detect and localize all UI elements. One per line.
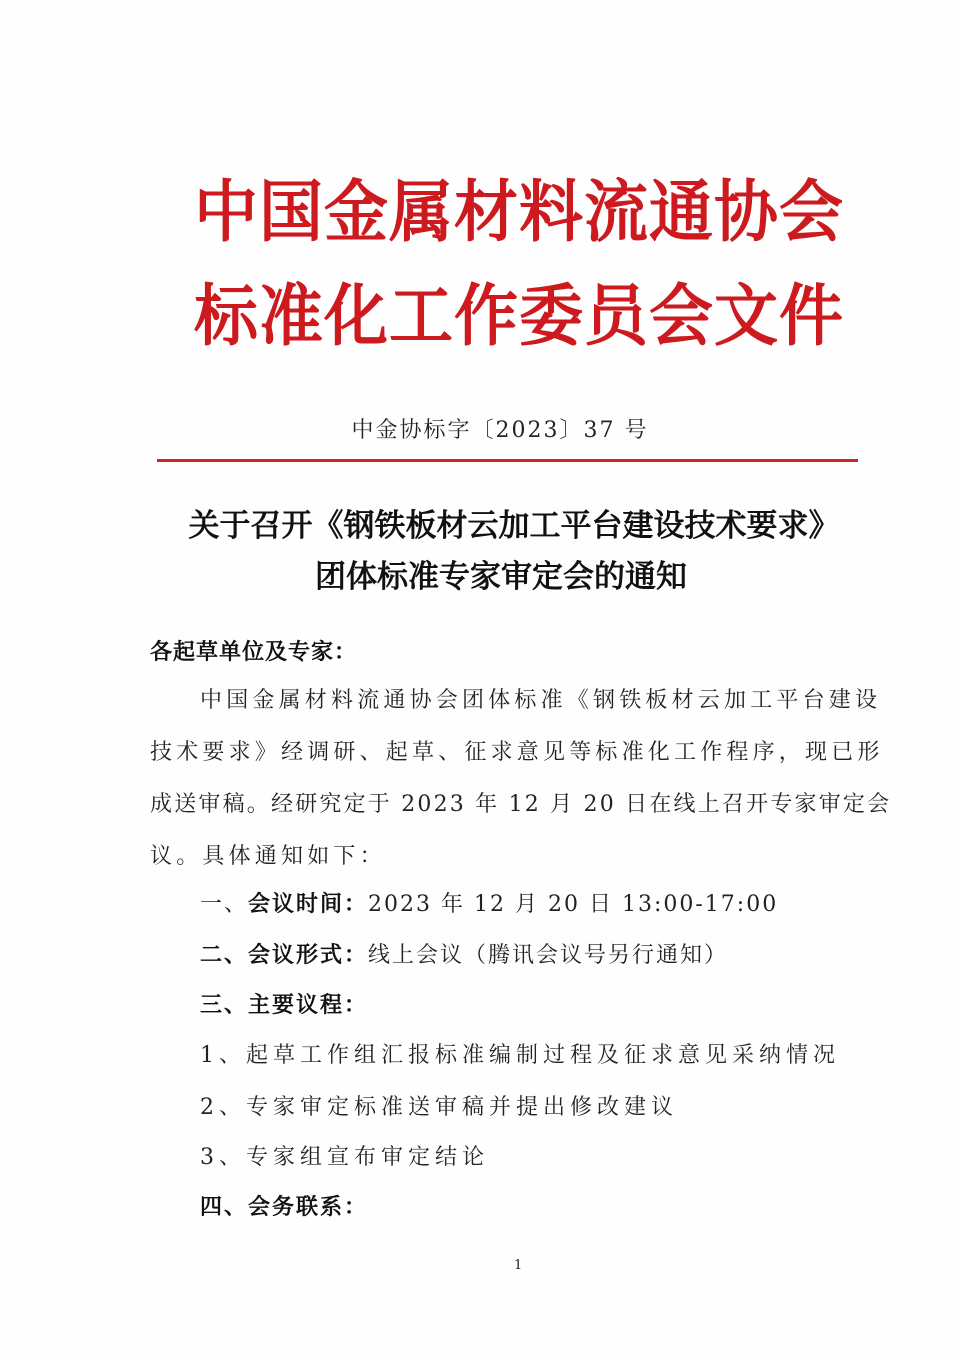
section-main-agenda [200, 991, 368, 1021]
section-number: 二、 [200, 943, 249, 968]
red-divider-rule [157, 459, 858, 462]
section-content: 线上会议（腾讯会议号另行通知） [368, 943, 729, 968]
page-number: 1 [514, 1258, 523, 1273]
section-number: 四、 [200, 1195, 249, 1220]
section-number: 一、 [200, 892, 249, 917]
intro-paragraph-line: 议。具体通知如下： [150, 844, 386, 869]
agenda-item: 3、专家组宣布审定结论 [200, 1145, 489, 1170]
document-number: 中金协标字〔2023〕37 号 [351, 418, 649, 443]
section-heading: 会议形式： [248, 943, 369, 968]
section-number: 三、 [200, 993, 249, 1018]
section-meeting-time [200, 890, 778, 920]
section-heading: 主要议程： [248, 993, 369, 1018]
section-content: 2023 年 12 月 20 日 13:00-17:00 [368, 892, 779, 917]
intro-paragraph-line: 成送审稿。经研究定于 2023 年 12 月 20 日在线上召开专家审定会 [150, 792, 892, 817]
agenda-item: 1、起草工作组汇报标准编制过程及征求意见采纳情况 [200, 1043, 840, 1068]
section-meeting-format [200, 941, 728, 971]
section-contact [200, 1193, 368, 1223]
section-heading: 会议时间： [248, 892, 369, 917]
salutation: 各起草单位及专家： [150, 639, 358, 665]
agenda-item: 2、专家审定标准送审稿并提出修改建议 [200, 1095, 678, 1120]
intro-paragraph-line: 技术要求》经调研、起草、征求意见等标准化工作程序，现已形 [150, 740, 884, 765]
notice-title-line-2: 团体标准专家审定会的通知 [315, 559, 687, 595]
intro-paragraph-line: 中国金属材料流通协会团体标准《钢铁板材云加工平台建设 [200, 688, 882, 713]
section-heading: 会务联系： [248, 1195, 369, 1220]
notice-title-line-1: 关于召开《钢铁板材云加工平台建设技术要求》 [188, 508, 840, 544]
masthead-line-1: 中国金属材料流通协会 [194, 174, 844, 252]
masthead-line-2: 标准化工作委员会文件 [194, 278, 844, 356]
